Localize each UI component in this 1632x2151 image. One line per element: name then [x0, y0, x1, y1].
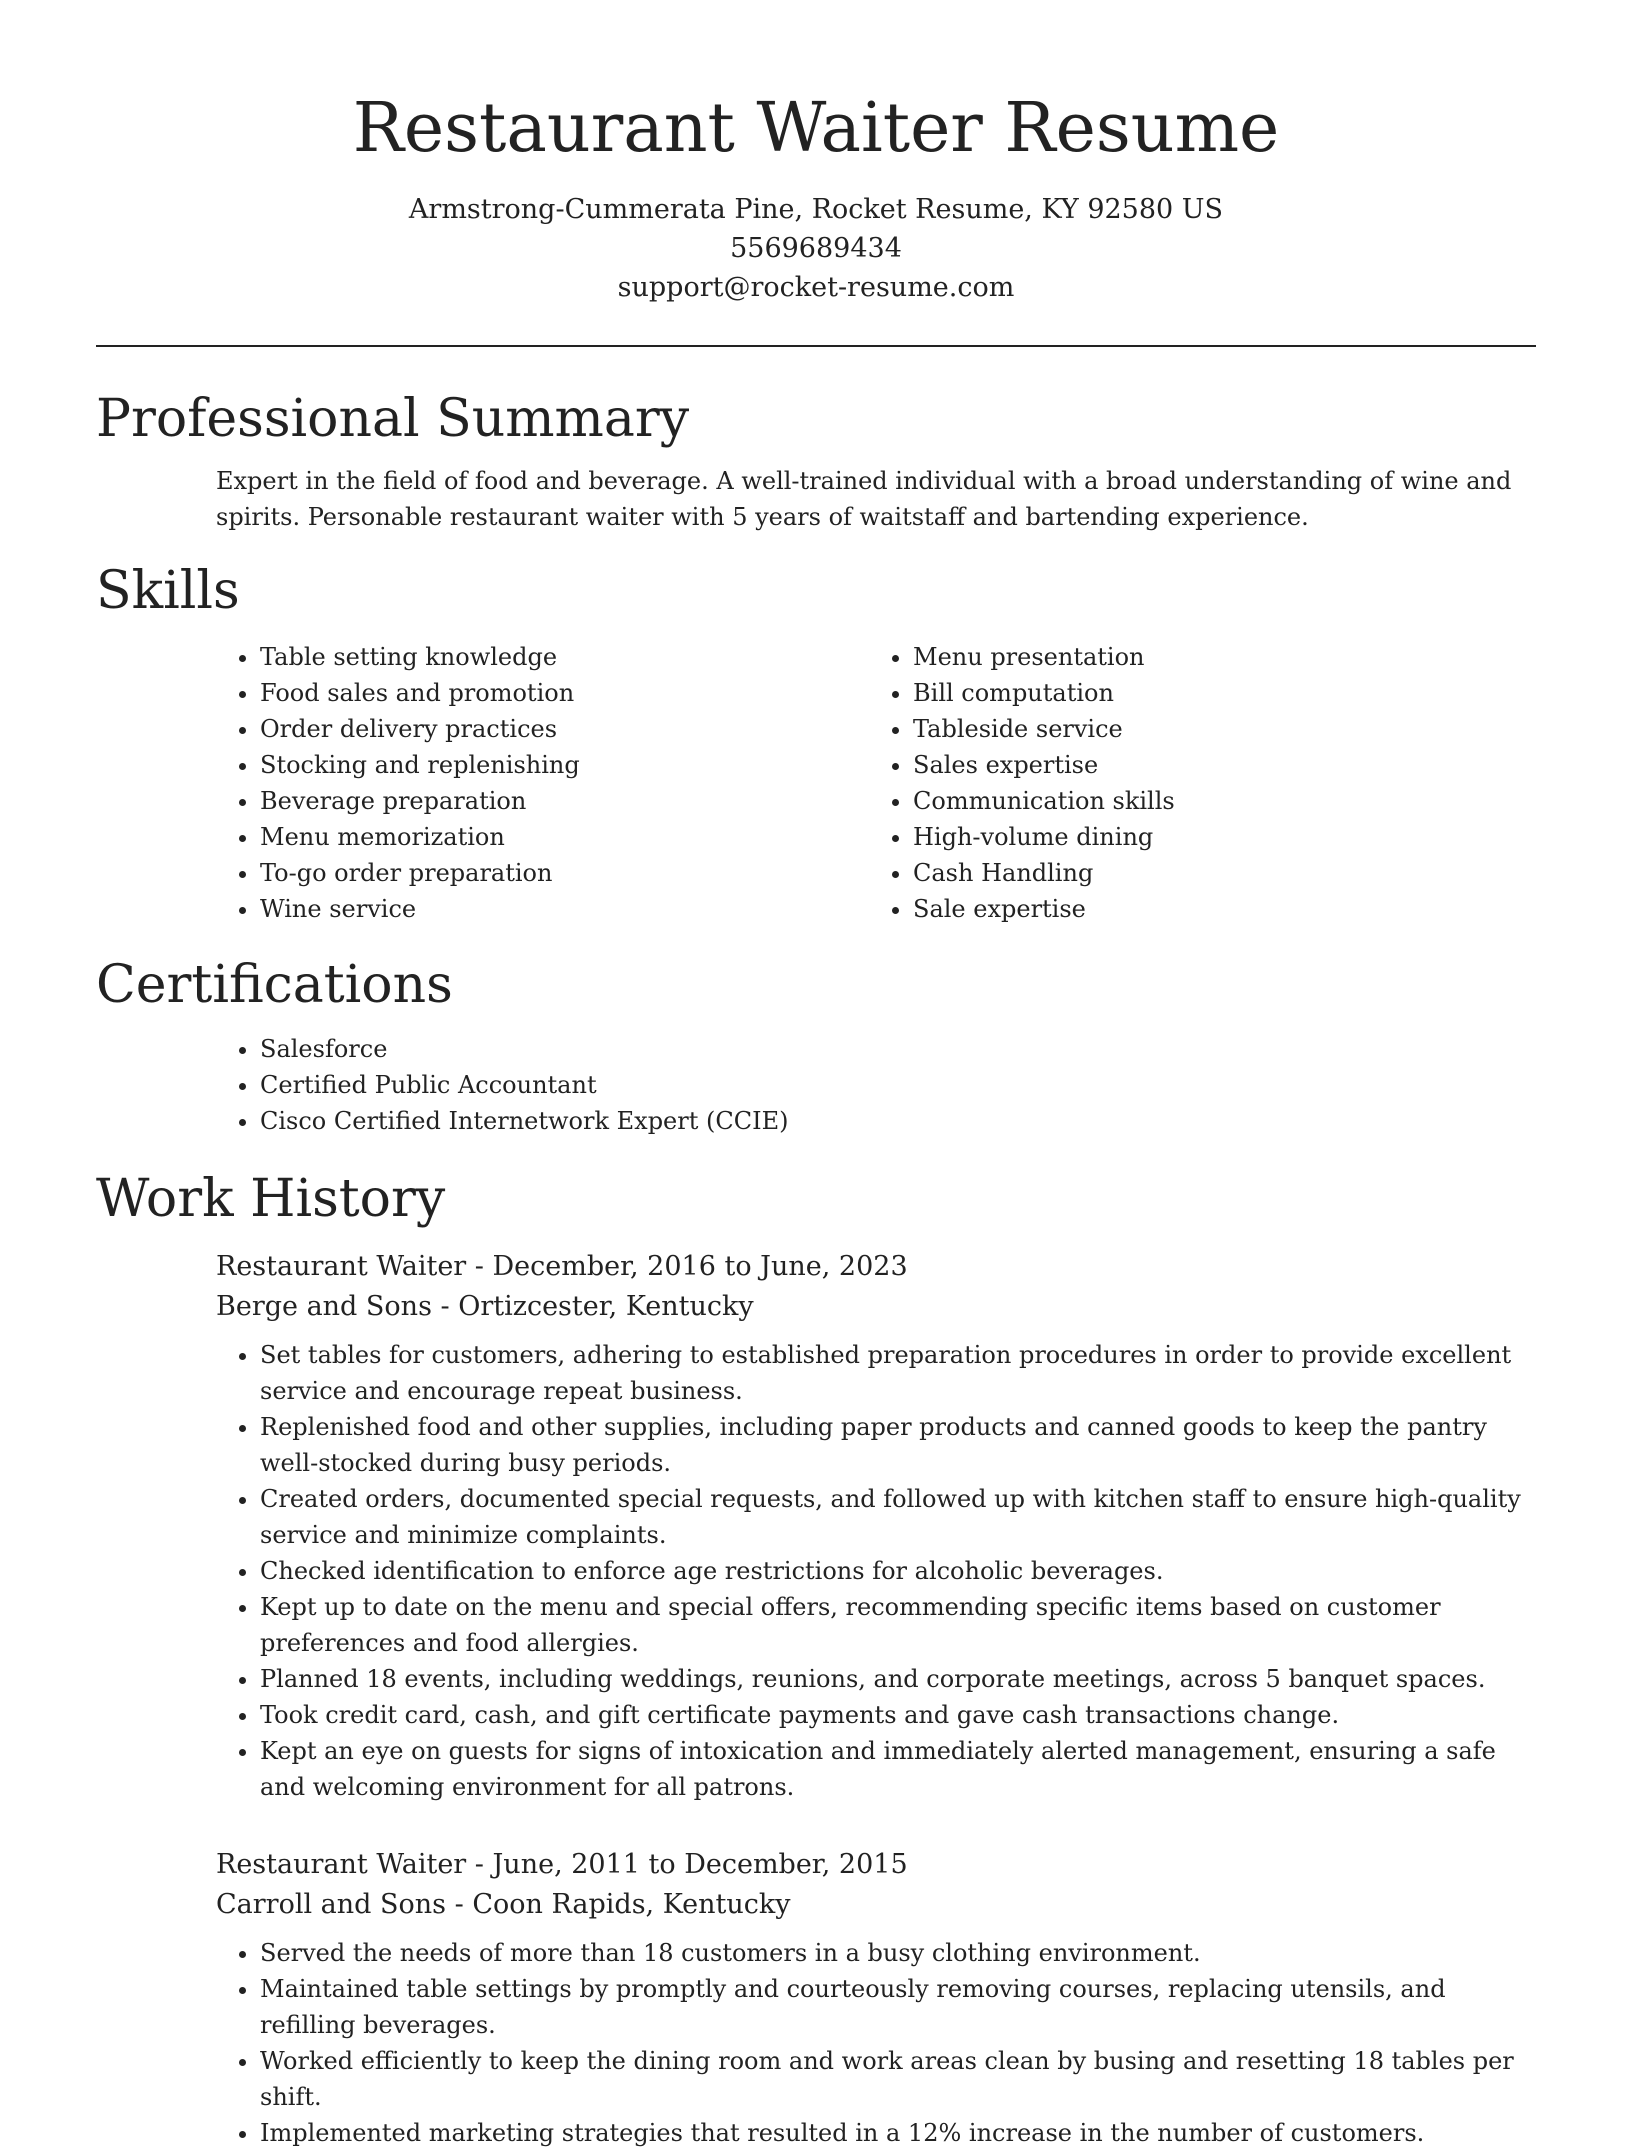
contact-phone: 5569689434: [730, 233, 902, 264]
skill-item: • Communication skills: [913, 783, 1536, 819]
job-bullet: • Replenished food and other supplies, including paper products and canned goods to keep the pantry well-stocked during busy periods.: [260, 1409, 1536, 1481]
job-title-dates: Restaurant Waiter - December, 2016 to June, 2023: [216, 1251, 908, 1282]
contact-address: Armstrong-Cummerata Pine, Rocket Resume, KY 92580 US: [408, 194, 1224, 225]
certification-item: • Salesforce: [260, 1031, 1536, 1067]
job-bullet: • Worked efficiently to keep the dining room and work areas clean by busing and resetting 18 tables per shift.: [260, 2043, 1536, 2115]
skill-item: • Sales expertise: [913, 747, 1536, 783]
header-divider: [96, 345, 1536, 347]
job-bullet: • Kept an eye on guests for signs of intoxication and immediately alerted management, ensuring a safe and welcoming environment for all patrons.: [260, 1733, 1536, 1805]
skill-item: • Order delivery practices: [260, 711, 883, 747]
skill-item: • Wine service: [260, 891, 883, 927]
skill-item: • Menu presentation: [913, 639, 1536, 675]
job-bullet: • Kept up to date on the menu and special offers, recommending specific items based on customer preferences and food allergies.: [260, 1589, 1536, 1661]
job-entry: [216, 1247, 1536, 1805]
job-bullet: • Served the needs of more than 18 customers in a busy clothing environment.: [260, 1935, 1536, 1971]
certification-item: • Cisco Certified Internetwork Expert (CCIE): [260, 1103, 1536, 1139]
skills-heading: Skills: [96, 561, 240, 621]
skill-item: • Sale expertise: [913, 891, 1536, 927]
skill-item: • High-volume dining: [913, 819, 1536, 855]
skill-item: • Table setting knowledge: [260, 639, 883, 675]
job-bullet: • Set tables for customers, adhering to established preparation procedures in order to provide excellent service and encourage repeat business.: [260, 1337, 1536, 1409]
job-bullet: • Created orders, documented special requests, and followed up with kitchen staff to ensure high-quality service and minimize complaints.: [260, 1481, 1536, 1553]
skill-item: • Bill computation: [913, 675, 1536, 711]
certifications-heading: Certifications: [96, 955, 453, 1015]
skill-item: • Beverage preparation: [260, 783, 883, 819]
job-bullet: • Implemented marketing strategies that resulted in a 12% increase in the number of customers.: [260, 2115, 1536, 2151]
job-bullet: • Took credit card, cash, and gift certificate payments and gave cash transactions change.: [260, 1697, 1536, 1733]
job-bullets: [216, 1337, 1536, 1805]
job-bullet: • Maintained table settings by promptly and courteously removing courses, replacing utensils, and refilling beverages.: [260, 1971, 1536, 2043]
summary-heading: Professional Summary: [96, 389, 690, 449]
job-entry: [216, 1845, 1536, 2151]
job-title-dates: Restaurant Waiter - June, 2011 to December, 2015: [216, 1849, 908, 1880]
job-company-location: Carroll and Sons - Coon Rapids, Kentucky: [216, 1889, 791, 1920]
contact-block: [96, 190, 1536, 307]
job-bullet: • Planned 18 events, including weddings, reunions, and corporate meetings, across 5 banquet spaces.: [260, 1661, 1536, 1697]
skill-item: • Cash Handling: [913, 855, 1536, 891]
resume-title: Restaurant Waiter Resume: [352, 89, 1280, 168]
skill-item: • Menu memorization: [260, 819, 883, 855]
work-history-heading: Work History: [96, 1169, 446, 1229]
certifications-list: [96, 1031, 1536, 1139]
summary-text: Expert in the field of food and beverage. A well-trained individual with a broad understanding of wine and spirits. Personable restaurant waiter with 5 years of waitstaff and bartending experience.: [216, 467, 1512, 531]
skills-list-left: [96, 639, 883, 927]
skills-list-right: [882, 639, 1536, 927]
job-bullet: • Checked identification to enforce age restrictions for alcoholic beverages.: [260, 1553, 1536, 1589]
resume-page: [96, 0, 1536, 2151]
resume-header: [96, 0, 1536, 307]
certification-item: • Certified Public Accountant: [260, 1067, 1536, 1103]
contact-email: support@rocket-resume.com: [617, 272, 1015, 303]
skill-item: • Food sales and promotion: [260, 675, 883, 711]
skills-columns: [96, 639, 1536, 927]
job-company-location: Berge and Sons - Ortizcester, Kentucky: [216, 1291, 754, 1322]
skill-item: • Stocking and replenishing: [260, 747, 883, 783]
skill-item: • Tableside service: [913, 711, 1536, 747]
skill-item: • To-go order preparation: [260, 855, 883, 891]
job-bullets: [216, 1935, 1536, 2151]
